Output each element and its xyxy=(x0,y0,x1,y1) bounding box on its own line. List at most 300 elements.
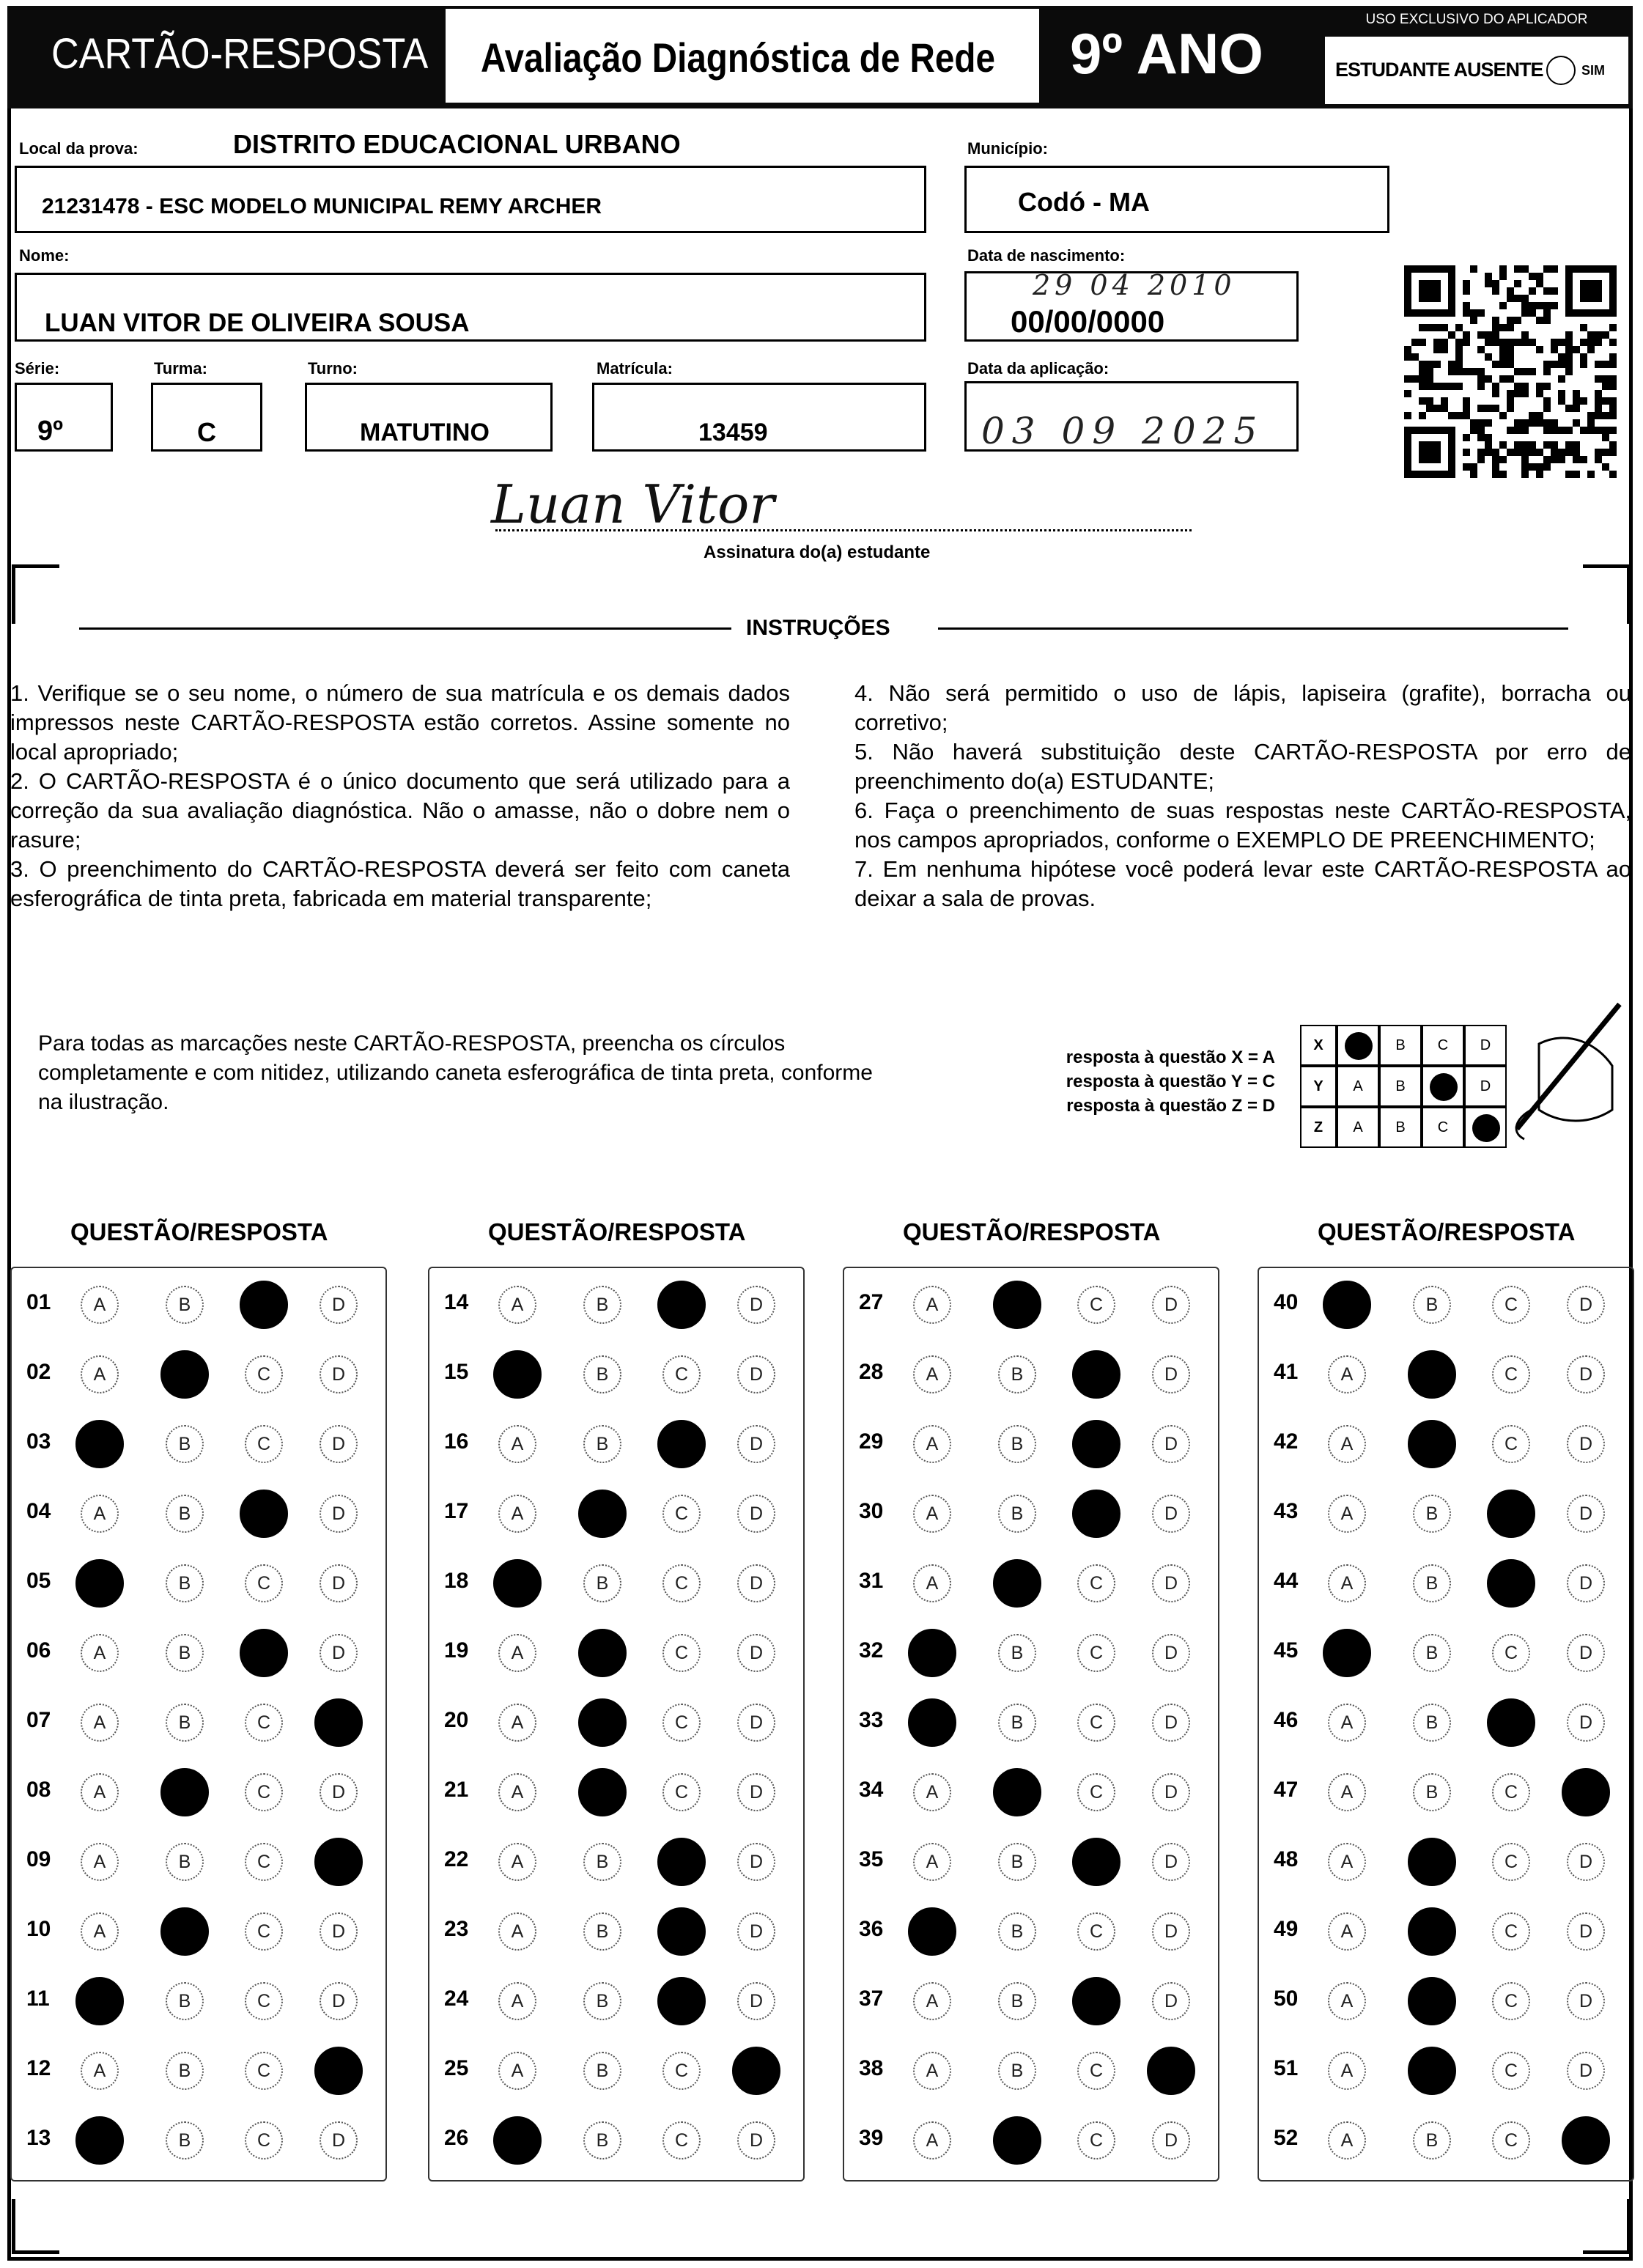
answer-bubble-b[interactable]: B xyxy=(583,2121,621,2160)
answer-bubble-d[interactable]: D xyxy=(1567,1355,1605,1393)
example-bubble: D xyxy=(1464,1066,1507,1107)
answer-bubble-b[interactable]: B xyxy=(998,1843,1036,1881)
answer-bubble-c[interactable]: C xyxy=(1072,1350,1120,1399)
answer-bubble-c[interactable]: C xyxy=(245,1564,283,1602)
question-row xyxy=(844,2049,1218,2093)
answer-bubble-b[interactable]: B xyxy=(1408,2047,1456,2095)
example-bubble: B xyxy=(1379,1066,1422,1107)
answer-bubble-c[interactable]: C xyxy=(1492,1634,1530,1672)
answer-bubble-c[interactable]: C xyxy=(1077,2121,1115,2160)
answer-bubble-d[interactable]: D xyxy=(1567,1843,1605,1881)
answer-bubble-a[interactable]: A xyxy=(81,2052,119,2090)
answer-bubble-c[interactable]: C xyxy=(1492,1425,1530,1463)
question-number: 23 xyxy=(444,1917,469,1941)
answer-bubble-b[interactable]: B xyxy=(160,1350,209,1399)
question-number: 33 xyxy=(859,1708,884,1732)
question-row xyxy=(844,1910,1218,1954)
answer-bubble-b[interactable]: B xyxy=(998,1495,1036,1533)
answer-bubble-a[interactable]: A xyxy=(498,1425,536,1463)
answer-bubble-a[interactable]: A xyxy=(1328,1704,1366,1742)
local-box xyxy=(15,166,926,233)
answer-bubble-d[interactable]: D xyxy=(1152,1773,1190,1811)
answer-bubble-a[interactable]: A xyxy=(1328,1564,1366,1602)
answer-bubble-d[interactable]: D xyxy=(1567,1495,1605,1533)
answer-bubble-a[interactable]: A xyxy=(81,1355,119,1393)
turma-label: Turma: xyxy=(154,359,207,378)
answer-bubble-b[interactable]: B xyxy=(166,1564,204,1602)
answer-bubble-a[interactable]: A xyxy=(81,1843,119,1881)
answer-bubble-c[interactable]: C xyxy=(662,1704,701,1742)
question-number: 18 xyxy=(444,1569,469,1593)
answer-bubble-c[interactable]: C xyxy=(662,1355,701,1393)
answer-bubble-b[interactable]: B xyxy=(166,1425,204,1463)
answer-bubble-d[interactable]: D xyxy=(320,1495,358,1533)
example-bubble: C xyxy=(1422,1025,1464,1066)
answer-bubble-b[interactable]: B xyxy=(583,1425,621,1463)
answer-bubble-b[interactable]: B xyxy=(993,1559,1041,1608)
answer-bubble-a[interactable]: A xyxy=(498,1286,536,1324)
serie-label: Série: xyxy=(15,359,60,378)
answer-bubble-a[interactable]: A xyxy=(81,1286,119,1324)
answer-bubble-d[interactable]: D xyxy=(737,1425,775,1463)
answer-bubble-c[interactable]: C xyxy=(245,2052,283,2090)
answer-bubble-a[interactable]: A xyxy=(498,1843,536,1881)
question-row xyxy=(429,1631,803,1675)
answer-bubble-a[interactable]: A xyxy=(498,2052,536,2090)
answer-bubble-b[interactable]: B xyxy=(998,1355,1036,1393)
answer-bubble-d[interactable]: D xyxy=(732,2047,780,2095)
answer-bubble-d[interactable]: D xyxy=(320,1425,358,1463)
answer-bubble-d[interactable]: D xyxy=(1152,2121,1190,2160)
question-row xyxy=(844,2118,1218,2162)
question-number: 51 xyxy=(1274,2056,1299,2080)
question-number: 05 xyxy=(26,1569,51,1593)
answer-bubble-d[interactable]: D xyxy=(320,1286,358,1324)
answer-bubble-d[interactable]: D xyxy=(737,2121,775,2160)
answer-bubble-a[interactable]: A xyxy=(913,1982,951,2020)
answer-bubble-a[interactable]: A xyxy=(1328,2052,1366,2090)
answer-bubble-b[interactable]: B xyxy=(166,1704,204,1742)
answer-bubble-a[interactable]: A xyxy=(913,1495,951,1533)
answer-bubble-c[interactable]: C xyxy=(245,1843,283,1881)
answer-bubble-b[interactable]: B xyxy=(166,1286,204,1324)
answer-bubble-c[interactable]: C xyxy=(1492,2052,1530,2090)
answer-bubble-d[interactable]: D xyxy=(737,1286,775,1324)
answer-bubble-c[interactable]: C xyxy=(245,1912,283,1951)
answer-bubble-c[interactable]: C xyxy=(245,1982,283,2020)
answer-bubble-a[interactable]: A xyxy=(913,1773,951,1811)
answer-bubble-a[interactable]: A xyxy=(493,2116,542,2165)
answer-bubble-b[interactable]: B xyxy=(993,2116,1041,2165)
question-number: 02 xyxy=(26,1360,51,1384)
answer-bubble-b[interactable]: B xyxy=(583,1843,621,1881)
answer-bubble-c[interactable]: C xyxy=(657,1420,706,1468)
question-row xyxy=(429,1352,803,1396)
question-number: 31 xyxy=(859,1569,884,1593)
answer-bubble-c[interactable]: C xyxy=(245,2121,283,2160)
answer-bubble-a[interactable]: A xyxy=(81,1912,119,1951)
question-row xyxy=(12,1561,385,1605)
answer-bubble-a[interactable]: A xyxy=(1323,1281,1371,1329)
answer-bubble-a[interactable]: A xyxy=(913,2052,951,2090)
answer-bubble-c[interactable]: C xyxy=(1077,1773,1115,1811)
answer-bubble-a[interactable]: A xyxy=(913,1564,951,1602)
answer-bubble-d[interactable]: D xyxy=(1562,1768,1610,1816)
question-number: 14 xyxy=(444,1290,469,1314)
answer-bubble-b[interactable]: B xyxy=(578,1698,627,1747)
question-row xyxy=(1259,1283,1633,1327)
answer-bubble-a[interactable]: A xyxy=(498,1912,536,1951)
absent-checkbox[interactable] xyxy=(1546,56,1576,85)
answer-bubble-d[interactable]: D xyxy=(320,1912,358,1951)
answer-bubble-b[interactable]: B xyxy=(993,1768,1041,1816)
answer-bubble-c[interactable]: C xyxy=(1487,1490,1535,1538)
question-number: 01 xyxy=(26,1290,51,1314)
question-number: 13 xyxy=(26,2126,51,2150)
answer-bubble-a[interactable]: A xyxy=(913,1286,951,1324)
answer-bubble-b[interactable]: B xyxy=(1413,1704,1451,1742)
answer-bubble-d[interactable]: D xyxy=(1567,2052,1605,2090)
answer-bubble-b[interactable]: B xyxy=(578,1629,627,1677)
question-number: 30 xyxy=(859,1499,884,1523)
answer-bubble-a[interactable]: A xyxy=(81,1773,119,1811)
answer-bubble-a[interactable]: A xyxy=(498,1704,536,1742)
answer-bubble-c[interactable]: C xyxy=(245,1425,283,1463)
answer-bubble-c[interactable]: C xyxy=(1492,1912,1530,1951)
answer-bubble-d[interactable]: D xyxy=(1152,1704,1190,1742)
question-row xyxy=(12,1492,385,1536)
answer-bubble-d[interactable]: D xyxy=(1152,1495,1190,1533)
question-row xyxy=(844,1701,1218,1745)
answer-bubble-b[interactable]: B xyxy=(1413,1286,1451,1324)
answer-bubble-a[interactable]: A xyxy=(913,1355,951,1393)
question-row xyxy=(1259,1979,1633,2023)
question-number: 35 xyxy=(859,1847,884,1871)
answer-bubble-d[interactable]: D xyxy=(737,1634,775,1672)
answer-bubble-d[interactable]: D xyxy=(1567,1634,1605,1672)
question-number: 37 xyxy=(859,1987,884,2011)
answer-bubble-a[interactable]: A xyxy=(908,1698,956,1747)
answer-bubble-a[interactable]: A xyxy=(908,1907,956,1956)
nascimento-printed: 00/00/0000 xyxy=(1011,304,1165,339)
answer-bubble-b[interactable]: B xyxy=(166,1634,204,1672)
answer-bubble-d[interactable]: D xyxy=(1147,2047,1195,2095)
answer-bubble-b[interactable]: B xyxy=(583,2052,621,2090)
answer-bubble-c[interactable]: C xyxy=(1492,1773,1530,1811)
question-number: 10 xyxy=(26,1917,51,1941)
answer-bubble-b[interactable]: B xyxy=(160,1907,209,1956)
instruction-3: 3. O preenchimento do CARTÃO-RESPOSTA deverá ser feito com caneta esferográfica de tinta preta, fabricada em material transparente; xyxy=(10,856,790,911)
municipio-box xyxy=(964,166,1389,233)
answer-bubble-c[interactable]: C xyxy=(245,1704,283,1742)
answer-bubble-d[interactable]: D xyxy=(1567,1982,1605,2020)
answer-bubble-a[interactable]: A xyxy=(498,1495,536,1533)
answer-panel-3 xyxy=(843,1267,1219,2182)
answer-bubble-a[interactable]: A xyxy=(75,2116,124,2165)
question-row xyxy=(844,1352,1218,1396)
answer-bubble-b[interactable]: B xyxy=(998,1912,1036,1951)
absent-option: SIM xyxy=(1581,63,1606,78)
instructions-rule-right xyxy=(938,627,1568,630)
answer-bubble-d[interactable]: D xyxy=(314,1698,363,1747)
answer-bubble-d[interactable]: D xyxy=(737,1912,775,1951)
answer-bubble-c[interactable]: C xyxy=(245,1355,283,1393)
nascimento-handwritten: 29 04 2010 xyxy=(1033,269,1236,301)
answer-bubble-d[interactable]: D xyxy=(320,1773,358,1811)
answer-bubble-c[interactable]: C xyxy=(662,1495,701,1533)
answer-bubble-a[interactable]: A xyxy=(498,1773,536,1811)
answer-bubble-d[interactable]: D xyxy=(1152,1355,1190,1393)
answer-bubble-c[interactable]: C xyxy=(1077,1564,1115,1602)
answer-bubble-d[interactable]: D xyxy=(320,1634,358,1672)
question-number: 12 xyxy=(26,2056,51,2080)
answer-bubble-a[interactable]: A xyxy=(1328,1773,1366,1811)
example-filled-dot xyxy=(1430,1073,1458,1101)
nome-box xyxy=(15,273,926,342)
answer-bubble-c[interactable]: C xyxy=(1077,1286,1115,1324)
answer-bubble-c[interactable]: C xyxy=(657,1907,706,1956)
answer-bubble-a[interactable]: A xyxy=(81,1634,119,1672)
corner-bracket-bottom-right xyxy=(1583,2199,1631,2254)
answer-bubble-b[interactable]: B xyxy=(166,2052,204,2090)
column-header-1: QUESTÃO/RESPOSTA xyxy=(70,1218,328,1245)
corner-bracket-right xyxy=(1583,564,1631,624)
question-row xyxy=(1259,1352,1633,1396)
answer-bubble-a[interactable]: A xyxy=(913,1843,951,1881)
answer-bubble-b[interactable]: B xyxy=(1413,1634,1451,1672)
corner-bracket-left xyxy=(12,564,59,624)
answer-bubble-c[interactable]: C xyxy=(662,1773,701,1811)
answer-bubble-b[interactable]: B xyxy=(583,1286,621,1324)
answer-bubble-b[interactable]: B xyxy=(1408,1350,1456,1399)
question-number: 48 xyxy=(1274,1847,1299,1871)
answer-bubble-d[interactable]: D xyxy=(737,1982,775,2020)
question-row xyxy=(429,2118,803,2162)
answer-bubble-c[interactable]: C xyxy=(657,1977,706,2025)
column-header-4: QUESTÃO/RESPOSTA xyxy=(1318,1218,1576,1245)
question-row xyxy=(429,1283,803,1327)
question-number: 26 xyxy=(444,2126,469,2150)
answer-bubble-d[interactable]: D xyxy=(1152,1982,1190,2020)
answer-bubble-a[interactable]: A xyxy=(1323,1629,1371,1677)
answer-bubble-c[interactable]: C xyxy=(1492,1286,1530,1324)
answer-bubble-b[interactable]: B xyxy=(578,1490,627,1538)
answer-bubble-d[interactable]: D xyxy=(314,2047,363,2095)
answer-bubble-c[interactable]: C xyxy=(662,1634,701,1672)
answer-bubble-a[interactable]: A xyxy=(1328,2121,1366,2160)
question-number: 34 xyxy=(859,1778,884,1802)
turma-value: C xyxy=(197,417,216,447)
answer-bubble-a[interactable]: A xyxy=(81,1704,119,1742)
instruction-7: 7. Em nenhuma hipótese você poderá levar este CARTÃO-RESPOSTA ao deixar a sala de provas. xyxy=(854,856,1631,911)
answer-bubble-b[interactable]: B xyxy=(998,1982,1036,2020)
answer-bubble-a[interactable]: A xyxy=(1328,1425,1366,1463)
answer-bubble-d[interactable]: D xyxy=(1567,1425,1605,1463)
question-number: 07 xyxy=(26,1708,51,1732)
answer-bubble-c[interactable]: C xyxy=(1072,1977,1120,2025)
answer-bubble-c[interactable]: C xyxy=(1487,1559,1535,1608)
answer-bubble-d[interactable]: D xyxy=(1152,1286,1190,1324)
answer-bubble-a[interactable]: A xyxy=(913,2121,951,2160)
answer-bubble-c[interactable]: C xyxy=(1492,2121,1530,2160)
answer-bubble-d[interactable]: D xyxy=(1152,1912,1190,1951)
question-row xyxy=(12,2049,385,2093)
answer-bubble-d[interactable]: D xyxy=(737,1773,775,1811)
answer-bubble-b[interactable]: B xyxy=(998,2052,1036,2090)
aplicacao-label: Data da aplicação: xyxy=(967,359,1110,378)
answer-bubble-c[interactable]: C xyxy=(1077,1704,1115,1742)
aplicacao-handwritten: 03 09 2025 xyxy=(981,410,1265,452)
question-number: 03 xyxy=(26,1429,51,1454)
answer-bubble-a[interactable]: A xyxy=(75,1559,124,1608)
answer-bubble-c[interactable]: C xyxy=(240,1629,288,1677)
answer-bubble-d[interactable]: D xyxy=(737,1564,775,1602)
answer-bubble-b[interactable]: B xyxy=(1408,1838,1456,1886)
answer-bubble-c[interactable]: C xyxy=(1077,1634,1115,1672)
answer-bubble-a[interactable]: A xyxy=(498,1982,536,2020)
answer-bubble-c[interactable]: C xyxy=(245,1773,283,1811)
answer-bubble-c[interactable]: C xyxy=(657,1838,706,1886)
example-bubble: C xyxy=(1422,1107,1464,1148)
answer-bubble-d[interactable]: D xyxy=(1562,2116,1610,2165)
answer-bubble-d[interactable]: D xyxy=(737,1495,775,1533)
answer-bubble-c[interactable]: C xyxy=(662,1564,701,1602)
answer-bubble-a[interactable]: A xyxy=(1328,1843,1366,1881)
answer-bubble-a[interactable]: A xyxy=(1328,1912,1366,1951)
question-number: 47 xyxy=(1274,1778,1299,1802)
answer-bubble-a[interactable]: A xyxy=(1328,1495,1366,1533)
answer-bubble-c[interactable]: C xyxy=(1072,1420,1120,1468)
answer-bubble-d[interactable]: D xyxy=(320,1355,358,1393)
answer-bubble-b[interactable]: B xyxy=(583,1564,621,1602)
question-row xyxy=(1259,1910,1633,1954)
column-header-3: QUESTÃO/RESPOSTA xyxy=(903,1218,1161,1245)
answer-bubble-a[interactable]: A xyxy=(1328,1355,1366,1393)
answer-bubble-d[interactable]: D xyxy=(1567,1912,1605,1951)
answer-bubble-c[interactable]: C xyxy=(1492,1982,1530,2020)
grade-label: 9º ANO xyxy=(1070,21,1263,86)
answer-bubble-a[interactable]: A xyxy=(75,1420,124,1468)
matricula-box xyxy=(592,383,926,452)
nascimento-box xyxy=(964,271,1299,342)
serie-value: 9º xyxy=(37,416,64,446)
answer-bubble-c[interactable]: C xyxy=(240,1490,288,1538)
answer-bubble-a[interactable]: A xyxy=(913,1425,951,1463)
answer-bubble-b[interactable]: B xyxy=(1408,1420,1456,1468)
answer-bubble-a[interactable]: A xyxy=(1328,1982,1366,2020)
question-row xyxy=(12,1701,385,1745)
example-question-label: Y xyxy=(1300,1066,1337,1107)
answer-bubble-c[interactable]: C xyxy=(1077,1912,1115,1951)
answer-bubble-b[interactable]: B xyxy=(1413,1564,1451,1602)
turno-value: MATUTINO xyxy=(360,419,490,446)
answer-bubble-c[interactable]: C xyxy=(1072,1490,1120,1538)
answer-bubble-b[interactable]: B xyxy=(166,1495,204,1533)
answer-bubble-a[interactable]: A xyxy=(908,1629,956,1677)
answer-bubble-b[interactable]: B xyxy=(1413,1495,1451,1533)
answer-bubble-b[interactable]: B xyxy=(583,1355,621,1393)
answer-bubble-b[interactable]: B xyxy=(1408,1977,1456,2025)
question-row xyxy=(844,1840,1218,1884)
answer-bubble-b[interactable]: B xyxy=(1413,2121,1451,2160)
answer-bubble-b[interactable]: B xyxy=(578,1768,627,1816)
answer-bubble-d[interactable]: D xyxy=(1567,1704,1605,1742)
answer-bubble-d[interactable]: D xyxy=(320,1564,358,1602)
answer-bubble-b[interactable]: B xyxy=(160,1768,209,1816)
answer-bubble-b[interactable]: B xyxy=(166,1843,204,1881)
question-number: 29 xyxy=(859,1429,884,1454)
answer-bubble-b[interactable]: B xyxy=(1413,1773,1451,1811)
answer-bubble-d[interactable]: D xyxy=(320,2121,358,2160)
answer-bubble-a[interactable]: A xyxy=(75,1977,124,2025)
question-number: 21 xyxy=(444,1778,469,1802)
answer-bubble-b[interactable]: B xyxy=(998,1425,1036,1463)
question-number: 32 xyxy=(859,1638,884,1663)
answer-bubble-d[interactable]: D xyxy=(320,1982,358,2020)
answer-bubble-b[interactable]: B xyxy=(993,1281,1041,1329)
answer-bubble-a[interactable]: A xyxy=(493,1350,542,1399)
question-row xyxy=(844,1492,1218,1536)
answer-bubble-a[interactable]: A xyxy=(493,1559,542,1608)
answer-bubble-b[interactable]: B xyxy=(166,1982,204,2020)
answer-bubble-d[interactable]: D xyxy=(737,1843,775,1881)
answer-bubble-c[interactable]: C xyxy=(1077,2052,1115,2090)
question-row xyxy=(429,1422,803,1466)
evaluation-title: Avaliação Diagnóstica de Rede xyxy=(481,34,995,81)
question-row xyxy=(844,1631,1218,1675)
turno-box xyxy=(305,383,553,452)
question-number: 20 xyxy=(444,1708,469,1732)
answer-bubble-c[interactable]: C xyxy=(1487,1698,1535,1747)
answer-bubble-a[interactable]: A xyxy=(498,1634,536,1672)
answer-bubble-d[interactable]: D xyxy=(1152,1425,1190,1463)
answer-bubble-b[interactable]: B xyxy=(166,2121,204,2160)
answer-bubble-c[interactable]: C xyxy=(240,1281,288,1329)
answer-bubble-c[interactable]: C xyxy=(1492,1355,1530,1393)
answer-bubble-c[interactable]: C xyxy=(662,2121,701,2160)
question-number: 22 xyxy=(444,1847,469,1871)
answer-bubble-b[interactable]: B xyxy=(1408,1907,1456,1956)
answer-bubble-c[interactable]: C xyxy=(1072,1838,1120,1886)
question-number: 46 xyxy=(1274,1708,1299,1732)
answer-bubble-d[interactable]: D xyxy=(1567,1286,1605,1324)
answer-bubble-d[interactable]: D xyxy=(737,1355,775,1393)
answer-panel-2 xyxy=(428,1267,805,2182)
answer-bubble-d[interactable]: D xyxy=(1152,1843,1190,1881)
answer-bubble-b[interactable]: B xyxy=(998,1704,1036,1742)
question-row xyxy=(429,1840,803,1884)
example-filled-bubble xyxy=(1422,1066,1464,1107)
question-number: 39 xyxy=(859,2126,884,2150)
answer-bubble-c[interactable]: C xyxy=(662,2052,701,2090)
answer-bubble-d[interactable]: D xyxy=(1152,1564,1190,1602)
question-number: 52 xyxy=(1274,2126,1299,2150)
qr-code xyxy=(1398,259,1621,488)
answer-bubble-b[interactable]: B xyxy=(583,1912,621,1951)
corner-bracket-bottom-left xyxy=(12,2199,59,2254)
answer-bubble-d[interactable]: D xyxy=(737,1704,775,1742)
answer-bubble-c[interactable]: C xyxy=(1492,1843,1530,1881)
answer-bubble-a[interactable]: A xyxy=(81,1495,119,1533)
answer-bubble-b[interactable]: B xyxy=(583,1982,621,2020)
answer-bubble-c[interactable]: C xyxy=(657,1281,706,1329)
answer-bubble-b[interactable]: B xyxy=(998,1634,1036,1672)
answer-bubble-d[interactable]: D xyxy=(314,1838,363,1886)
answer-bubble-d[interactable]: D xyxy=(1567,1564,1605,1602)
example-question-label: Z xyxy=(1300,1107,1337,1148)
question-row xyxy=(1259,1840,1633,1884)
answer-bubble-d[interactable]: D xyxy=(1152,1634,1190,1672)
